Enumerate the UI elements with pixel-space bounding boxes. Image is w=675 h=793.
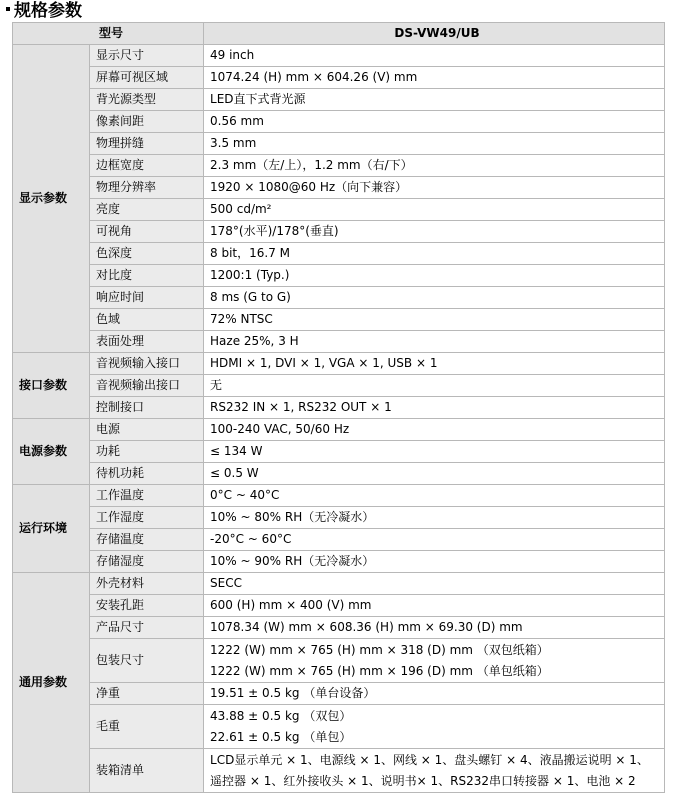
row-value bbox=[204, 331, 665, 353]
row-value bbox=[204, 375, 665, 397]
table-row bbox=[13, 441, 665, 463]
row-value-line: 8 bit，16.7 M bbox=[210, 246, 291, 260]
row-label: 对比度 bbox=[90, 265, 204, 287]
row-value-line: Haze 25%, 3 H bbox=[210, 334, 299, 348]
row-label: 物理拼缝 bbox=[90, 133, 204, 155]
table-header-row bbox=[13, 23, 665, 45]
row-value bbox=[204, 485, 665, 507]
table-row bbox=[13, 45, 665, 67]
row-value bbox=[204, 573, 665, 595]
row-label: 音视频输出接口 bbox=[90, 375, 204, 397]
row-label: 像素间距 bbox=[90, 111, 204, 133]
row-value bbox=[204, 111, 665, 133]
table-row bbox=[13, 265, 665, 287]
row-value bbox=[204, 529, 665, 551]
row-value-line: HDMI × 1, DVI × 1, VGA × 1, USB × 1 bbox=[210, 356, 438, 370]
row-value-line: 0.56 mm bbox=[210, 114, 264, 128]
table-row bbox=[13, 309, 665, 331]
row-label: 显示尺寸 bbox=[90, 45, 204, 67]
row-label: 可视角 bbox=[90, 221, 204, 243]
row-label: 工作湿度 bbox=[90, 507, 204, 529]
table-row bbox=[13, 397, 665, 419]
table-row bbox=[13, 221, 665, 243]
table-row bbox=[13, 199, 665, 221]
table-row bbox=[13, 67, 665, 89]
row-value-line: ≤ 134 W bbox=[210, 444, 263, 458]
row-value bbox=[204, 749, 665, 793]
table-row bbox=[13, 507, 665, 529]
table-row bbox=[13, 705, 665, 749]
row-value bbox=[204, 243, 665, 265]
row-value bbox=[204, 705, 665, 749]
table-row bbox=[13, 529, 665, 551]
row-value-line: 600 (H) mm × 400 (V) mm bbox=[210, 598, 372, 612]
table-row bbox=[13, 243, 665, 265]
header-label: 型号 bbox=[13, 23, 204, 45]
row-label: 毛重 bbox=[90, 705, 204, 749]
row-value-line: 0°C ~ 40°C bbox=[210, 488, 280, 502]
row-label: 包装尺寸 bbox=[90, 639, 204, 683]
row-value-line: 10% ~ 80% RH（无冷凝水） bbox=[210, 510, 375, 524]
row-value bbox=[204, 309, 665, 331]
row-label: 安装孔距 bbox=[90, 595, 204, 617]
page-title bbox=[6, 0, 82, 22]
row-label: 存储温度 bbox=[90, 529, 204, 551]
spec-table bbox=[12, 22, 665, 793]
row-value-line: 1074.24 (H) mm × 604.26 (V) mm bbox=[210, 70, 418, 84]
table-row bbox=[13, 133, 665, 155]
table-row bbox=[13, 485, 665, 507]
table-row bbox=[13, 551, 665, 573]
row-value-line: SECC bbox=[210, 576, 242, 590]
row-value bbox=[204, 177, 665, 199]
row-value bbox=[204, 133, 665, 155]
row-value-line: 19.51 ± 0.5 kg （单台设备） bbox=[210, 686, 376, 700]
table-row bbox=[13, 287, 665, 309]
row-value bbox=[204, 45, 665, 67]
table-row bbox=[13, 595, 665, 617]
row-label: 控制接口 bbox=[90, 397, 204, 419]
row-value-line: 178°(水平)/178°(垂直) bbox=[210, 224, 339, 238]
table-row bbox=[13, 177, 665, 199]
row-label: 色域 bbox=[90, 309, 204, 331]
table-row bbox=[13, 573, 665, 595]
row-value bbox=[204, 463, 665, 485]
row-value-line: 43.88 ± 0.5 kg （双包） bbox=[210, 708, 352, 723]
row-value bbox=[204, 265, 665, 287]
row-value-line: LED直下式背光源 bbox=[210, 92, 306, 106]
row-value bbox=[204, 155, 665, 177]
row-value-line: 22.61 ± 0.5 kg （单包） bbox=[210, 729, 352, 744]
row-value bbox=[204, 221, 665, 243]
row-label: 外壳材料 bbox=[90, 573, 204, 595]
spec-table-body bbox=[13, 23, 665, 793]
row-value-line: 无 bbox=[210, 378, 223, 392]
row-label: 物理分辨率 bbox=[90, 177, 204, 199]
row-value-line: -20°C ~ 60°C bbox=[210, 532, 292, 546]
row-label: 响应时间 bbox=[90, 287, 204, 309]
row-value bbox=[204, 397, 665, 419]
row-label: 亮度 bbox=[90, 199, 204, 221]
row-value-line: 3.5 mm bbox=[210, 136, 257, 150]
group-name: 接口参数 bbox=[13, 353, 90, 419]
row-label: 边框宽度 bbox=[90, 155, 204, 177]
row-value-line: 1920 × 1080@60 Hz（向下兼容） bbox=[210, 180, 408, 194]
row-label: 待机功耗 bbox=[90, 463, 204, 485]
bullet-icon bbox=[6, 7, 10, 11]
row-value-line: 1222 (W) mm × 765 (H) mm × 318 (D) mm （双包纸箱） bbox=[210, 642, 549, 657]
row-value bbox=[204, 683, 665, 705]
row-value bbox=[204, 639, 665, 683]
row-label: 净重 bbox=[90, 683, 204, 705]
row-label: 电源 bbox=[90, 419, 204, 441]
row-value bbox=[204, 353, 665, 375]
row-value-line: ≤ 0.5 W bbox=[210, 466, 259, 480]
table-row bbox=[13, 89, 665, 111]
group-name: 运行环境 bbox=[13, 485, 90, 573]
header-model: DS-VW49/UB bbox=[204, 23, 665, 45]
row-value-line: 2.3 mm（左/上），1.2 mm（右/下） bbox=[210, 158, 413, 172]
table-row bbox=[13, 111, 665, 133]
page-title-text: 规格参数 bbox=[14, 1, 82, 21]
row-value bbox=[204, 419, 665, 441]
row-value-line: 1200:1 (Typ.) bbox=[210, 268, 290, 282]
row-label: 功耗 bbox=[90, 441, 204, 463]
table-row bbox=[13, 155, 665, 177]
group-name: 电源参数 bbox=[13, 419, 90, 485]
row-label: 装箱清单 bbox=[90, 749, 204, 793]
row-value-line: 72% NTSC bbox=[210, 312, 273, 326]
row-value bbox=[204, 287, 665, 309]
row-label: 屏幕可视区域 bbox=[90, 67, 204, 89]
table-row bbox=[13, 419, 665, 441]
row-label: 表面处理 bbox=[90, 331, 204, 353]
row-value bbox=[204, 199, 665, 221]
table-row bbox=[13, 683, 665, 705]
row-value-line: 8 ms (G to G) bbox=[210, 290, 291, 304]
row-value bbox=[204, 67, 665, 89]
row-value bbox=[204, 89, 665, 111]
row-label: 色深度 bbox=[90, 243, 204, 265]
row-value bbox=[204, 551, 665, 573]
row-value-line: 1222 (W) mm × 765 (H) mm × 196 (D) mm （单包纸箱） bbox=[210, 663, 549, 678]
row-value bbox=[204, 441, 665, 463]
row-value-line: 遥控器 × 1、红外接收头 × 1、说明书× 1、RS232串口转接器 × 1、电池 × 2 bbox=[210, 773, 636, 788]
row-value bbox=[204, 507, 665, 529]
row-value bbox=[204, 595, 665, 617]
row-value-line: 100-240 VAC, 50/60 Hz bbox=[210, 422, 350, 436]
row-value-line: 500 cd/m² bbox=[210, 202, 272, 216]
table-row bbox=[13, 639, 665, 683]
table-row bbox=[13, 331, 665, 353]
row-label: 工作温度 bbox=[90, 485, 204, 507]
table-row bbox=[13, 463, 665, 485]
table-row bbox=[13, 375, 665, 397]
row-label: 产品尺寸 bbox=[90, 617, 204, 639]
row-value-line: 10% ~ 90% RH（无冷凝水） bbox=[210, 554, 375, 568]
row-value-line: 1078.34 (W) mm × 608.36 (H) mm × 69.30 (D) mm bbox=[210, 620, 523, 634]
table-row bbox=[13, 749, 665, 793]
row-value-line: LCD显示单元 × 1、电源线 × 1、网线 × 1、盘头螺钉 × 4、液晶搬运说明 × 1、 bbox=[210, 752, 649, 767]
row-label: 存储湿度 bbox=[90, 551, 204, 573]
table-row bbox=[13, 617, 665, 639]
row-value bbox=[204, 617, 665, 639]
row-label: 音视频输入接口 bbox=[90, 353, 204, 375]
group-name: 通用参数 bbox=[13, 573, 90, 793]
row-value-line: 49 inch bbox=[210, 48, 255, 62]
row-value-line: RS232 IN × 1, RS232 OUT × 1 bbox=[210, 400, 392, 414]
group-name: 显示参数 bbox=[13, 45, 90, 353]
table-row bbox=[13, 353, 665, 375]
row-label: 背光源类型 bbox=[90, 89, 204, 111]
